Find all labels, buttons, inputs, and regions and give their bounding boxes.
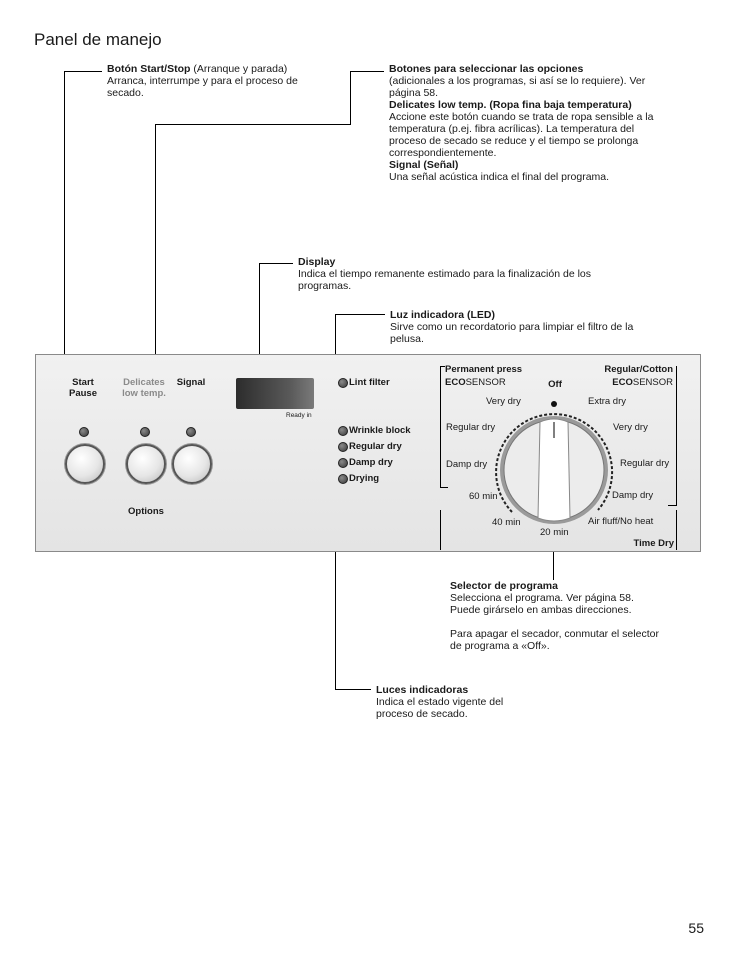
forty-min-label: 40 min (492, 517, 521, 528)
regular-dry-label: Regular dry (349, 441, 402, 452)
signal-led-icon (186, 427, 196, 437)
display-body: Indica el tiempo remanente estimado para la finalización de los programas. (298, 268, 592, 292)
lint-filter-label: Lint filter (349, 377, 390, 388)
leader-line-options (350, 71, 384, 72)
delicates-label-line2: low temp. (122, 388, 166, 399)
right-very-dry-label: Very dry (613, 422, 648, 433)
drying-label: Drying (349, 473, 380, 484)
wrinkle-block-label: Wrinkle block (349, 425, 411, 436)
damp-dry-label: Damp dry (349, 457, 393, 468)
indicators-annotation (376, 684, 536, 720)
delicates-label (116, 377, 172, 399)
sensor-left: SENSOR (465, 377, 506, 388)
dial-left-bracket-bottom (440, 487, 448, 488)
sixty-min-label: 60 min (469, 491, 498, 502)
ready-in-caption: Ready in (286, 412, 312, 419)
page-number: 55 (688, 920, 704, 936)
options-body: (adicionales a los programas, si así se lo requiere). Ver página 58. (389, 75, 646, 99)
lint-filter-led-icon (338, 378, 348, 388)
delicates-button[interactable] (126, 444, 166, 484)
drying-led-icon (338, 474, 348, 484)
selector-body: Selecciona el programa. Ver página 58. Puede girárselo en ambas direcciones. (450, 592, 634, 616)
dial-time-bracket (676, 510, 677, 550)
leader-line-options-vertical (350, 71, 351, 124)
leader-line-led (335, 314, 385, 315)
leader-line-options-horizontal (155, 124, 351, 125)
right-damp-dry-label: Damp dry (612, 490, 654, 501)
signal-body: Una señal acústica indica el final del programa. (389, 171, 610, 183)
off-position-dot-icon (551, 401, 557, 407)
display-annotation (298, 256, 638, 292)
dial-time-bracket-left (440, 510, 441, 550)
options-heading: Botones para seleccionar las opciones (389, 63, 584, 75)
leader-line-selector (553, 552, 554, 580)
leader-line-delicates (155, 124, 156, 373)
led-heading: Luz indicadora (LED) (390, 309, 495, 321)
air-fluff-label: Air fluff/No heat (588, 516, 654, 527)
program-selector-dial[interactable] (490, 392, 618, 534)
leader-line-start-vertical (64, 71, 65, 373)
start-stop-annotation (107, 63, 332, 99)
eco-left: ECO (445, 377, 466, 388)
page-title: Panel de manejo (34, 30, 162, 49)
regular-dry-led-icon (338, 442, 348, 452)
signal-button[interactable] (172, 444, 212, 484)
twenty-min-label: 20 min (540, 527, 569, 538)
leader-line-start (64, 71, 102, 72)
time-dry-label: Time Dry (633, 538, 674, 549)
led-body: Sirve como un recordatorio para limpiar el filtro de la pelusa. (390, 321, 634, 345)
dial-left-bracket (440, 366, 441, 488)
start-pause-button[interactable] (65, 444, 105, 484)
left-very-dry-label: Very dry (486, 396, 521, 407)
options-annotation (389, 63, 669, 183)
start-pause-label (58, 377, 108, 399)
leader-line-indicators-horizontal (335, 689, 371, 690)
regular-cotton-label: Regular/Cotton (604, 364, 673, 375)
options-label: Options (128, 506, 164, 517)
leader-line-display (259, 263, 293, 264)
delicates-body: Accione este botón cuando se trata de ropa sensible a la temperatura (p.ej. fibra acrílicas). La temperatura del proceso de secado se reduce y el tiempo se prolonga correspondientemente. (389, 111, 654, 159)
delicates-led-icon (140, 427, 150, 437)
signal-label: Signal (176, 377, 206, 388)
start-label: Start (72, 377, 94, 388)
led-annotation (390, 309, 655, 345)
start-stop-body: Arranca, interrumpe y para el proceso de secado. (107, 75, 298, 99)
start-led-icon (79, 427, 89, 437)
signal-heading: Signal (Señal) (389, 159, 459, 171)
display-heading: Display (298, 256, 336, 268)
dial-right-bracket (676, 366, 677, 506)
indicators-heading: Luces indicadoras (376, 684, 469, 696)
off-label: Off (548, 379, 562, 390)
eco-sensor-right-label (595, 377, 673, 388)
delicates-label-line1: Delicates (123, 377, 165, 388)
pause-label: Pause (69, 388, 97, 399)
eco-right: ECO (612, 377, 633, 388)
damp-dry-led-icon (338, 458, 348, 468)
right-regular-dry-label: Regular dry (620, 458, 670, 469)
left-damp-dry-label: Damp dry (446, 459, 488, 470)
eco-sensor-left-label (445, 377, 506, 388)
start-stop-heading: Botón Start/Stop (107, 63, 191, 75)
right-extra-dry-label: Extra dry (588, 396, 627, 407)
wrinkle-block-led-icon (338, 426, 348, 436)
dial-right-bracket-bottom (668, 505, 676, 506)
permanent-press-label: Permanent press (445, 364, 523, 375)
selector-annotation (450, 580, 665, 652)
start-stop-heading-note: (Arranque y parada) (190, 63, 288, 75)
selector-heading: Selector de programa (450, 580, 558, 592)
delicates-heading: Delicates low temp. (Ropa fina baja temperatura) (389, 99, 632, 111)
left-regular-dry-label: Regular dry (446, 422, 496, 433)
time-display (236, 378, 314, 409)
selector-note: Para apagar el secador, conmutar el selector de programa a «Off». (450, 628, 659, 652)
sensor-right: SENSOR (632, 377, 673, 388)
indicators-body: Indica el estado vigente del proceso de secado. (376, 696, 504, 720)
